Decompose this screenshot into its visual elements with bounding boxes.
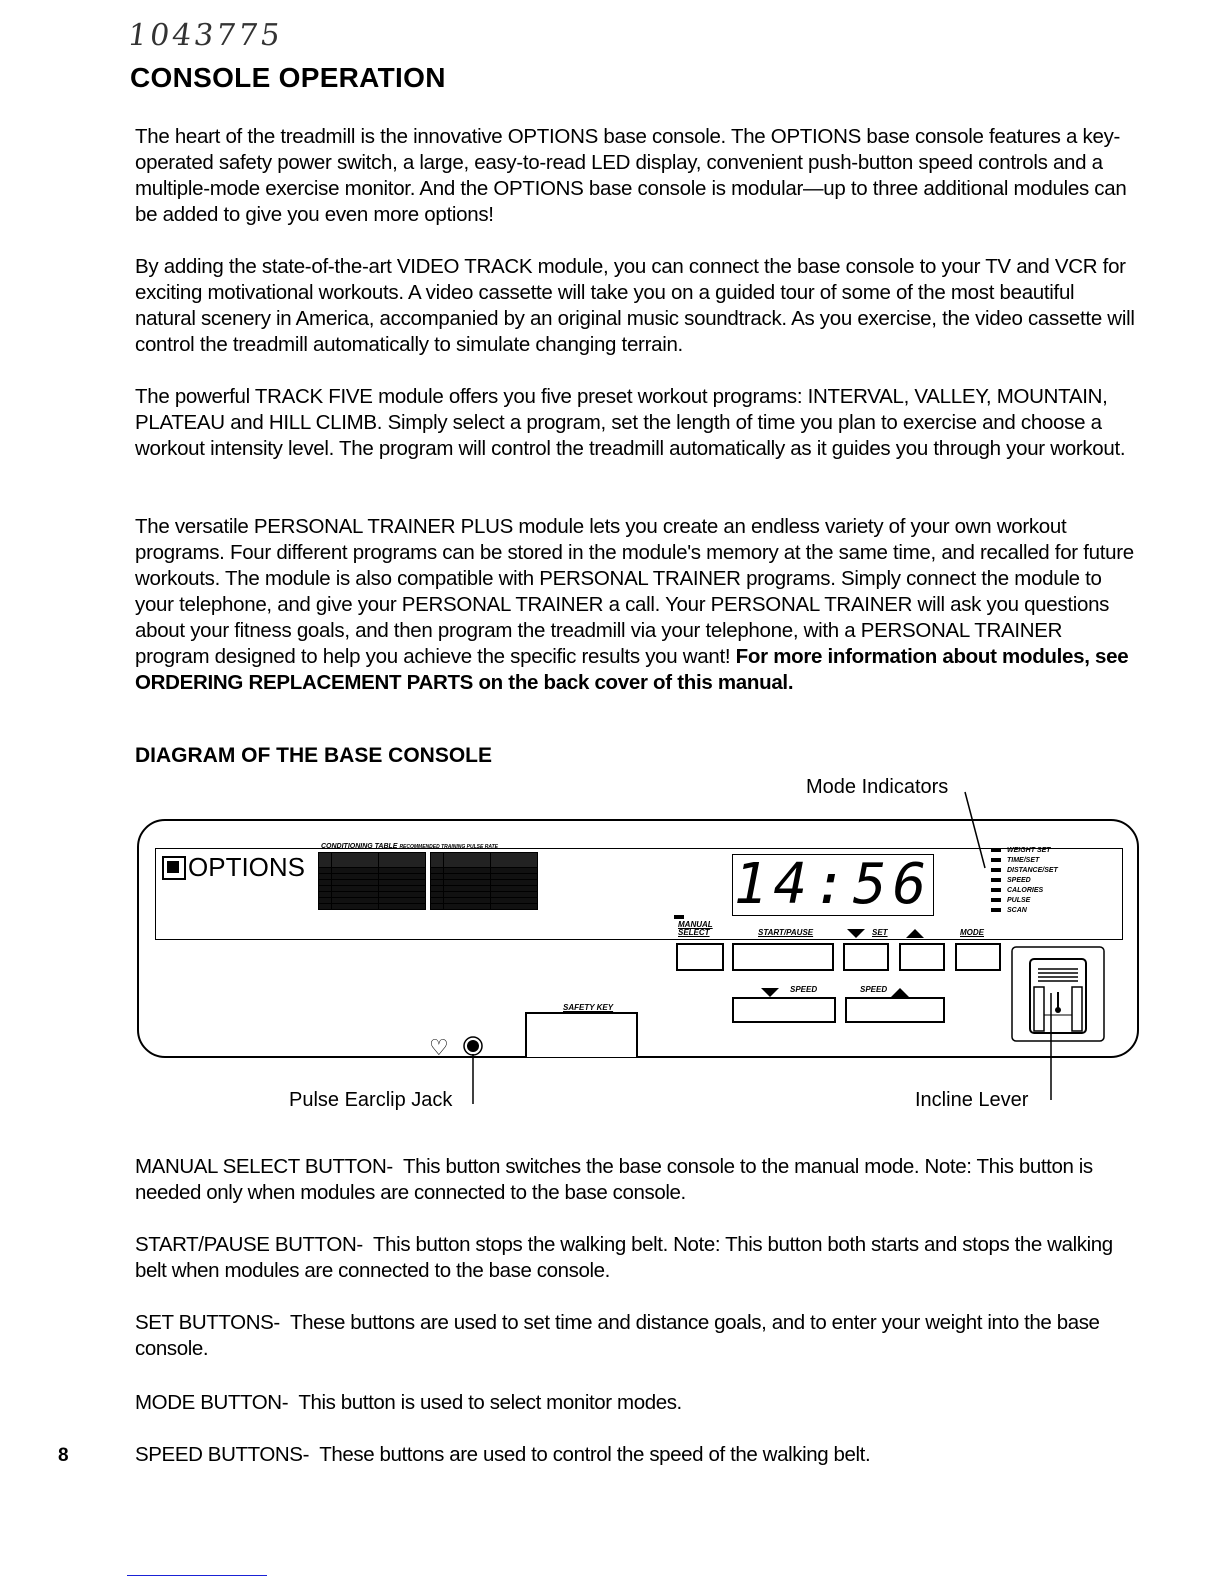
- description-speed-buttons: [135, 1442, 1135, 1468]
- mode-label: SPEED: [1007, 876, 1031, 884]
- description-term: START/PAUSE BUTTON-: [135, 1233, 363, 1256]
- incline-lever[interactable]: [1008, 945, 1108, 1100]
- mode-led: [991, 858, 1001, 862]
- label-mode: MODE: [960, 928, 984, 937]
- mode-label: PULSE: [1007, 896, 1031, 904]
- mode-led: [991, 888, 1001, 892]
- description-text: This button switches the base console to the manual mode. Note: This button is needed only when modules are connected to the base console.: [135, 1155, 1093, 1204]
- page-title: CONSOLE OPERATION: [130, 62, 446, 93]
- set-down-button[interactable]: [843, 943, 889, 971]
- paragraph-personal-trainer-text: The versatile PERSONAL TRAINER PLUS module lets you create an endless variety of your own workout programs. Four different programs can be stored in the module's memory at the same time, and recalled for future workouts. The module is also compatible with PERSONAL TRAINER programs. Simply connect the module to your telephone, and give your PERSONAL TRAINER a call. Your PERSONAL TRAINER will ask you questions about your fitness goals, and then program the treadmill via your telephone, with a PERSONAL TRAINER program designed to help you achieve the specific results you want!: [135, 515, 1134, 668]
- mode-label: DISTANCE/SET: [1007, 866, 1058, 874]
- mode-led: [991, 868, 1001, 872]
- description-term: SET BUTTONS-: [135, 1311, 280, 1334]
- speed-up-button[interactable]: [845, 997, 945, 1023]
- mode-button[interactable]: [955, 943, 1001, 971]
- label-start-pause: START/PAUSE: [758, 928, 814, 937]
- start-pause-button[interactable]: [732, 943, 834, 971]
- description-term: MANUAL SELECT BUTTON-: [135, 1155, 393, 1178]
- logo-text: OPTIONS: [188, 852, 306, 882]
- manual-select-button[interactable]: [676, 943, 724, 971]
- mode-led: [991, 848, 1001, 852]
- set-up-arrow-icon: [906, 925, 924, 943]
- callout-pulse-earclip-jack: Pulse Earclip Jack: [289, 1089, 453, 1111]
- conditioning-subtitle-text: RECOMMENDED TRAINING PULSE RATE: [399, 844, 498, 850]
- label-speed-down: SPEED: [790, 985, 818, 994]
- mode-indicator: [991, 865, 1058, 875]
- description-term: MODE BUTTON-: [135, 1391, 289, 1414]
- page-number: 8: [58, 1445, 69, 1466]
- mode-indicator: [991, 875, 1058, 885]
- label-safety-key: SAFETY KEY: [563, 1003, 614, 1012]
- mode-led: [991, 898, 1001, 902]
- pulse-earclip-jack[interactable]: [461, 1034, 485, 1104]
- logo-square-icon: [162, 856, 186, 880]
- description-term: SPEED BUTTONS-: [135, 1443, 309, 1466]
- options-logo: [162, 852, 305, 883]
- description-text: These buttons are used to control the speed of the walking belt.: [319, 1443, 871, 1466]
- paragraph-video-track: By adding the state-of-the-art VIDEO TRACK module, you can connect the base console to your TV and VCR for exciting motivational workouts. A video cassette will take you on a guided tour of some of the most beautiful natural scenery in America, accompanied by an original music soundtrack. As you exercise, the video cassette will control the treadmill automatically to simulate changing terrain.: [135, 255, 1135, 356]
- speed-down-button[interactable]: [732, 997, 836, 1023]
- handwritten-note: 1043775: [125, 18, 286, 53]
- callout-mode-indicators: Mode Indicators: [806, 776, 949, 798]
- set-down-arrow-icon: [847, 925, 865, 943]
- paragraph-personal-trainer-bold: For more information about modules, see ORDERING REPLACEMENT PARTS on the back cover of this manual.: [135, 645, 1129, 694]
- mode-led: [991, 908, 1001, 912]
- description-text: This button is used to select monitor modes.: [298, 1391, 682, 1414]
- description-start-pause: [135, 1232, 1135, 1284]
- conditioning-table-right: [430, 852, 538, 910]
- label-manual-select: MANUAL SELECT: [678, 920, 713, 937]
- description-text: This button stops the walking belt. Note: This button both starts and stops the walking belt when modules are connected to the base console.: [135, 1233, 1113, 1282]
- led-display: 14:56: [733, 852, 933, 917]
- mode-indicator: [991, 905, 1058, 915]
- description-manual-select: [135, 1154, 1135, 1206]
- conditioning-table: [318, 852, 538, 910]
- label-set: SET: [872, 928, 888, 937]
- mode-label: CALORIES: [1007, 886, 1044, 894]
- paragraph-track-five: The powerful TRACK FIVE module offers you five preset workout programs: INTERVAL, VALLEY, MOUNTAIN, PLATEAU and HILL CLIMB. Simply select a program, set the length of time you plan to exercise and choose a workout intensity level. The program will control the treadmill automatically as it guides you through your workout.: [135, 385, 1126, 460]
- description-text: These buttons are used to set time and distance goals, and to enter your weight into the base console.: [135, 1311, 1100, 1360]
- conditioning-table-title: [321, 843, 498, 850]
- mode-label: TIME/SET: [1007, 856, 1040, 864]
- conditioning-table-left: [318, 852, 426, 910]
- mode-indicator-list: [991, 845, 1058, 915]
- mode-indicator: [991, 855, 1058, 865]
- manual-select-led: [674, 915, 684, 919]
- decorative-rule: [127, 1575, 267, 1576]
- paragraph-intro: The heart of the treadmill is the innovative OPTIONS base console. The OPTIONS base console features a key-operated safety power switch, a large, easy-to-read LED display, convenient push-button speed controls and a multiple-mode exercise monitor. And the OPTIONS base console is modular—up to three additional modules can be added to give you even more options!: [135, 125, 1127, 226]
- mode-indicator: [991, 895, 1058, 905]
- description-mode-button: [135, 1390, 1135, 1416]
- heart-icon: ♡: [429, 1035, 449, 1060]
- mode-indicator: [991, 885, 1058, 895]
- paragraph-personal-trainer: [135, 514, 1135, 696]
- conditioning-title-text: CONDITIONING TABLE: [321, 843, 398, 850]
- diagram-heading: DIAGRAM OF THE BASE CONSOLE: [135, 744, 493, 767]
- callout-incline-lever: Incline Lever: [915, 1089, 1029, 1111]
- mode-label: WEIGHT SET: [1007, 846, 1051, 854]
- mode-label: SCAN: [1007, 906, 1027, 914]
- description-set-buttons: [135, 1310, 1135, 1362]
- set-up-button[interactable]: [899, 943, 945, 971]
- mode-led: [991, 878, 1001, 882]
- safety-key-slot[interactable]: [525, 1012, 638, 1057]
- mode-indicator: [991, 845, 1058, 855]
- label-speed-up: SPEED: [860, 985, 888, 994]
